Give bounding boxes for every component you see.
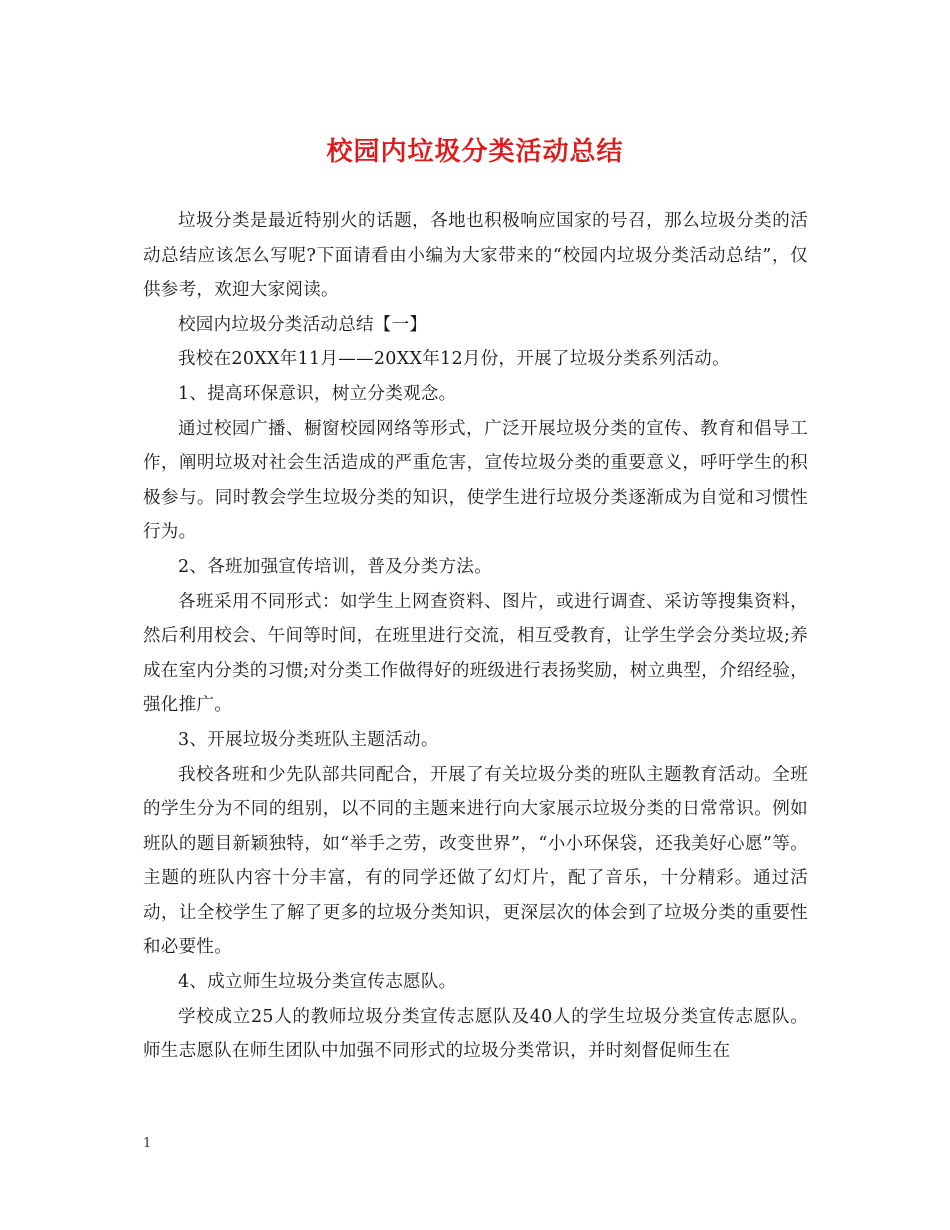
- paragraph: 学校成立25人的教师垃圾分类宣传志愿队及40人的学生垃圾分类宣传志愿队。师生志愿队在师生团队中加强不同形式的垃圾分类常识，并时刻督促师生在: [143, 1006, 808, 1062]
- paragraph: 各班采用不同形式：如学生上网查资料、图片，或进行调查、采访等搜集资料，然后利用校会、午间等时间，在班里进行交流，相互受教育，让学生学会分类垃圾;养成在室内分类的习惯;对分类工作做得好的班级进行表扬奖励，树立典型，介绍经验，强化推广。: [143, 591, 808, 716]
- paragraph-intro: 垃圾分类是最近特别火的话题，各地也积极响应国家的号召，那么垃圾分类的活动总结应该怎么写呢?下面请看由小编为大家带来的“校园内垃圾分类活动总结”，仅供参考，欢迎大家阅读。: [143, 211, 808, 301]
- paragraph: 我校各班和少先队部共同配合，开展了有关垃圾分类的班队主题教育活动。全班的学生分为不同的组别，以不同的主题来进行向大家展示垃圾分类的日常常识。例如班队的题目新颖独特，如“举手之劳，改变世界”，“小小环保袋，还我美好心愿”等。主题的班队内容十分丰富，有的同学还做了幻灯片，配了音乐，十分精彩。通过活动，让全校学生了解了更多的垃圾分类知识，更深层次的体会到了垃圾分类的重要性和必要性。: [143, 764, 808, 958]
- paragraph: 我校在20XX年11月——20XX年12月份，开展了垃圾分类系列活动。: [178, 349, 730, 370]
- page-number: 1: [143, 1136, 152, 1151]
- list-heading-2: 2、各班加强宣传培训，普及分类方法。: [178, 556, 493, 577]
- list-heading-1: 1、提高环保意识，树立分类观念。: [178, 383, 457, 404]
- list-heading-4: 4、成立师生垃圾分类宣传志愿队。: [178, 972, 457, 993]
- list-heading-3: 3、开展垃圾分类班队主题活动。: [178, 729, 439, 750]
- document-body: [143, 204, 808, 1069]
- paragraph: 通过校园广播、橱窗校园网络等形式，广泛开展垃圾分类的宣传、教育和倡导工作，阐明垃圾对社会生活造成的严重危害，宣传垃圾分类的重要意义，呼吁学生的积极参与。同时教会学生垃圾分类的知识，使学生进行垃圾分类逐渐成为自觉和习惯性行为。: [143, 418, 808, 543]
- document-title: 校园内垃圾分类活动总结: [326, 137, 624, 167]
- section-heading: 校园内垃圾分类活动总结【一】: [178, 314, 428, 335]
